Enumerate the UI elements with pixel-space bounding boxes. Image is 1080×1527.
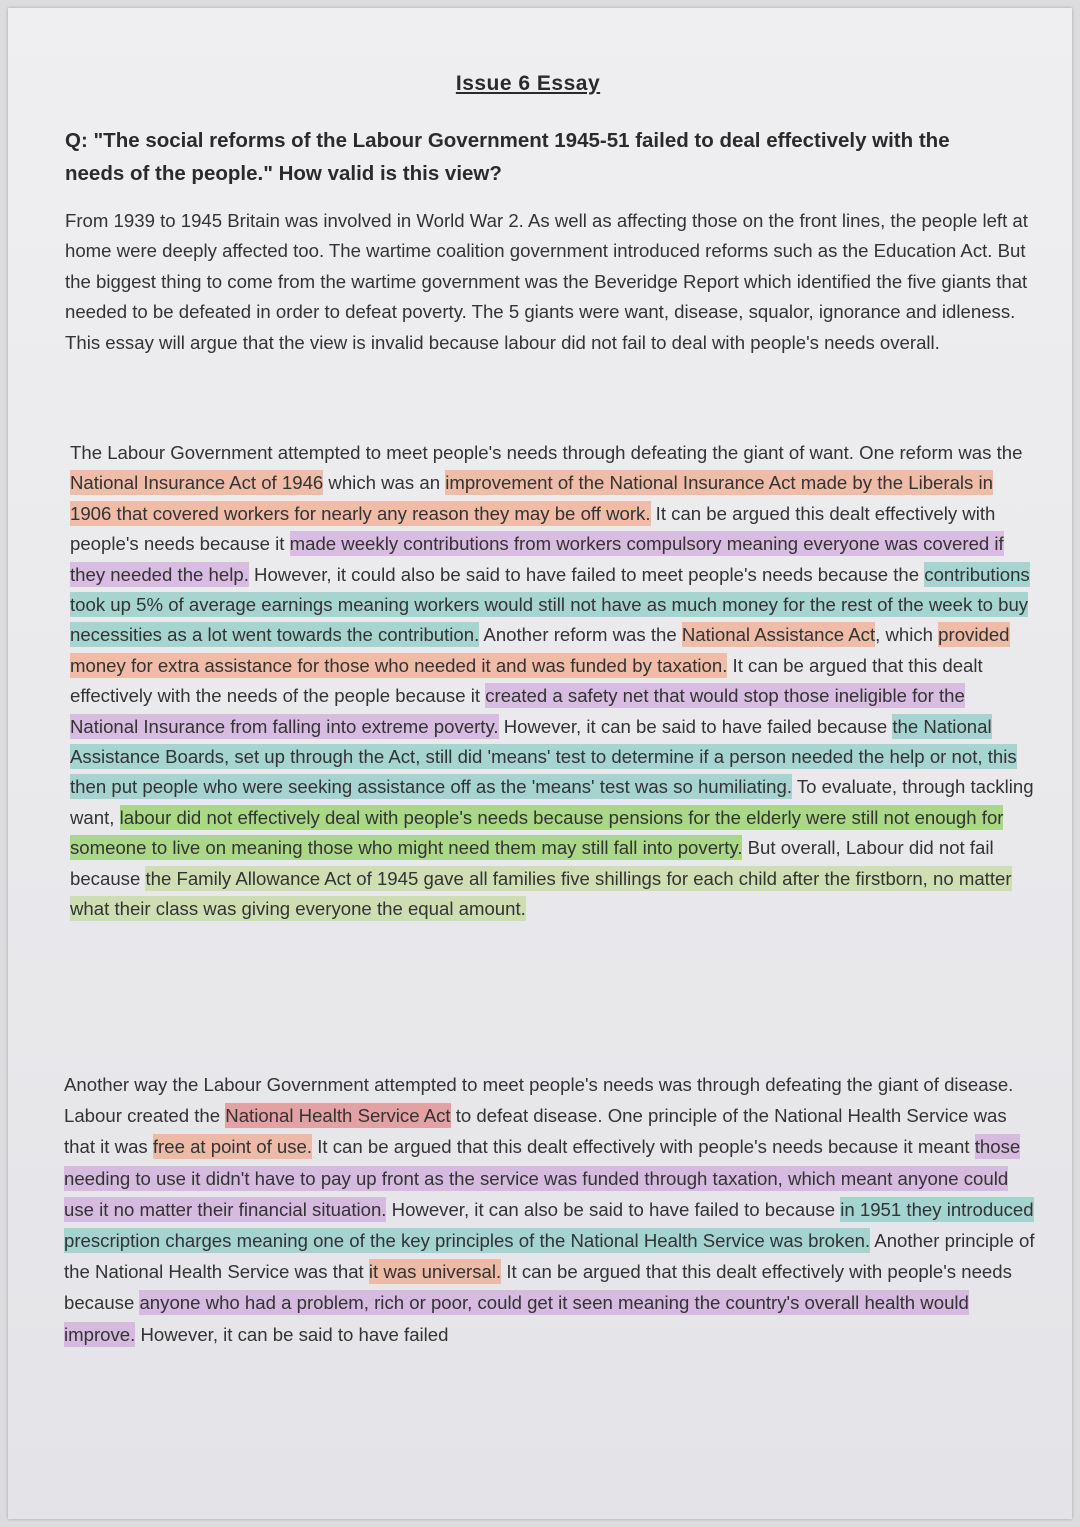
plain-text: However, it can also be said to have failed to because <box>386 1198 841 1220</box>
plain-text: The Labour Government attempted to meet people's needs through defeating the giant of want. One reform was the <box>70 442 1023 463</box>
plain-text: However, it can be said to have failed <box>135 1323 449 1345</box>
highlight-teal: in 1951 they introduced prescription charges meaning one of the key principles of the National Health Service was broken. <box>64 1198 1034 1252</box>
plain-text: To evaluate, through tackling want, <box>70 776 1034 828</box>
plain-text: However, it can be said to have failed because <box>498 715 893 737</box>
highlight-teal: contributions took up 5% of average earnings meaning workers would still not have as much money for the rest of the week to buy necessities as a lot went towards the contribution. <box>70 563 1030 646</box>
highlight-orange: National Insurance Act of 1946 <box>70 472 324 494</box>
plain-text: It can be argued that this dealt effectively with the needs of the people because it <box>70 654 983 707</box>
highlight-red: National Health Service Act <box>225 1105 451 1127</box>
highlight-purple: anyone who had a problem, rich or poor, could get it seen meaning the country's overall health would improve. <box>64 1292 969 1345</box>
plain-text: However, it could also be said to have failed to meet people's needs because the <box>248 563 925 585</box>
highlight-teal: the National Assistance Boards, set up through the Act, still did 'means' test to determine if a person needed the help or not, this then put people who were seeking assistance off as the 'means' test was so humiliating. <box>70 715 1017 798</box>
plain-text: which was an <box>323 472 446 494</box>
want-paragraph <box>70 438 1035 925</box>
plain-text: Another reform was the <box>479 624 682 646</box>
highlight-orange: National Assistance Act <box>681 624 876 646</box>
plain-text: , which <box>875 624 939 646</box>
plain-text: Another principle of the National Health Service was that <box>64 1230 1035 1283</box>
highlight-purple: created a safety net that would stop those ineligible for the National Insurance from falling into extreme poverty. <box>70 685 965 737</box>
plain-text: Another way the Labour Government attempted to meet people's needs was through defeating the giant of disease. Labour created the <box>64 1074 1014 1127</box>
essay-page <box>8 8 1072 1519</box>
highlight-green: labour did not effectively deal with people's needs because pensions for the elderly were still not enough for someone to live on meaning those who might need them may still fall into poverty. <box>70 806 1004 859</box>
highlight-orange: provided money for extra assistance for those who needed it and was funded by taxation. <box>70 624 1010 676</box>
essay-question: Q: "The social reforms of the Labour Government 1945-51 failed to deal effectively with the needs of the people." How valid is this view? <box>65 129 950 185</box>
plain-text: to defeat disease. One principle of the National Health Service was that it was <box>64 1105 1007 1158</box>
plain-text: It can be argued that this dealt effectively with people's needs because it meant <box>312 1136 975 1158</box>
highlight-purple: made weekly contributions from workers compulsory meaning everyone was covered if they needed the help. <box>70 533 1004 585</box>
highlight-light-green: the Family Allowance Act of 1945 gave all families five shillings for each child after the firstborn, no matter what their class was giving everyone the equal amount. <box>70 867 1012 920</box>
highlight-orange: improvement of the National Insurance Act made by the Liberals in 1906 that covered workers for nearly any reason they may be off work. <box>70 472 993 524</box>
plain-text: It can be argued that this dealt effectively with people's needs because <box>64 1261 1012 1314</box>
essay-title: Issue 6 Essay <box>455 72 601 95</box>
highlight-orange: it was universal. <box>368 1261 502 1283</box>
highlight-purple: those needing to use it didn't have to pay up front as the service was funded through taxation, which meant anyone could use it no matter their financial situation. <box>64 1136 1021 1220</box>
highlight-orange: free at point of use. <box>152 1136 313 1158</box>
intro-paragraph: From 1939 to 1945 Britain was involved in World War 2. As well as affecting those on the front lines, the people left at home were deeply affected too. The wartime coalition government introduced reforms such as the Education Act. But the biggest thing to come from the wartime government was the Beveridge Report which identified the five giants that needed to be defeated in order to defeat poverty. The 5 giants were want, disease, squalor, ignorance and idleness. This essay will argue that the view is invalid because labour did not fail to deal with people's needs overall. <box>65 210 1028 353</box>
plain-text: It can be argued this dealt effectively with people's needs because it <box>70 502 996 555</box>
disease-paragraph <box>64 1069 1036 1350</box>
plain-text: But overall, Labour did not fail because <box>70 837 994 889</box>
